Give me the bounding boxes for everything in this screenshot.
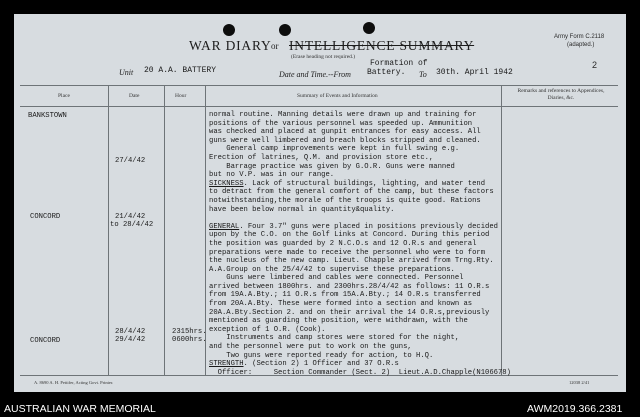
summary-line: Barrage practice was given by G.O.R. Guns were manned [209, 162, 455, 171]
title-war-diary: WAR DIARY [189, 38, 272, 53]
summary-line [209, 214, 511, 223]
column-header-summary: Summary of Events and Information [297, 93, 378, 99]
column-divider [164, 85, 165, 375]
adapted-note: (adapted.) [567, 42, 595, 48]
table-top-rule [20, 85, 618, 86]
place-entry: CONCORD [30, 337, 61, 345]
summary-line: Two guns were reported ready for action, to H.Q. [209, 351, 434, 360]
formation-line-1: Formation of [370, 59, 428, 68]
column-header-place: Place [58, 93, 70, 99]
summary-line: A.A.Group on the 25/4/42 to supervise these preparations. [209, 265, 455, 274]
summary-line: GENERAL. Four 3.7" guns were placed in positions previously decided [209, 222, 498, 231]
erase-note: (Erase heading not required.) [291, 54, 356, 60]
to-value: 30th. April 1942 [436, 68, 513, 77]
column-header-remarks: Remarks and references to Appendices, Diaries, &c. [517, 88, 605, 101]
accession-number: AWM2019.366.2381 [527, 403, 623, 415]
summary-line: Guns were limbered and cables were connected. Personnel [209, 274, 464, 283]
punch-hole [223, 24, 235, 36]
printer-imprint: A. 8690 A. H. Pettifer, Acting Govt. Printer. [34, 380, 114, 385]
column-divider [108, 85, 109, 375]
date-entry: 27/4/42 [115, 157, 146, 165]
summary-line: SICKNESS. Lack of structural buildings, lighting, and water tend [209, 179, 486, 188]
summary-line: the position was guarded by 2 N.C.O.s and 12 O.R.s and general [209, 239, 477, 248]
summary-line: preparations were made to receive the personnel who were to form [209, 248, 486, 257]
date-entry: 28/4/42 [115, 328, 146, 336]
summary-line: STRENGTH. (Section 2) 1 Officer and 37 O.R.s [209, 360, 399, 369]
punch-hole [279, 24, 291, 36]
institution-caption: AUSTRALIAN WAR MEMORIAL [4, 403, 156, 415]
summary-line: Officer: Section Commander (Sect. 2) Lieut.A.D.Chapple(N106678) [209, 368, 511, 377]
summary-line: arrived between 1800hrs. and 2300hrs.28/4/42 as follows: 11 O.R.s [209, 282, 490, 291]
hour-entry: 0600hrs. [172, 336, 207, 344]
summary-line: notwithstanding,the morale of the troops is quite good. Rations [209, 196, 481, 205]
column-header-date: Date [129, 93, 140, 99]
summary-line: General camp improvements were kept in full swing e.g. [209, 145, 460, 154]
summary-line: normal routine. Manning details were drawn up and training for [209, 111, 477, 119]
summary-line: have been below normal in quantity&quality. [209, 205, 395, 214]
place-entry: CONCORD [30, 213, 61, 221]
summary-line: from 19A.A.Bty.; 11 O.R.s from 15A.A.Bty.; 14 O.R.s transferred [209, 291, 481, 300]
summary-line: Erection of latrines, Q.M. and provision store etc., [209, 153, 434, 162]
summary-line: upon by the C.O. on the Golf Links at Concord. During this period [209, 231, 490, 240]
summary-line: positions of the various personnel was speeded up. Ammunition [209, 119, 473, 128]
formation-line-2: Battery. [367, 68, 406, 77]
summary-of-events [209, 111, 511, 377]
page-mark: 2 [592, 60, 598, 70]
summary-line: Instruments and camp stores were stored for the night, [209, 334, 460, 343]
summary-line: to detract from the general comfort of the camp, but these factors [209, 188, 494, 197]
to-label: To [419, 70, 427, 79]
header-bottom-rule [20, 106, 618, 107]
form-code: 12038 2/41 [569, 380, 590, 385]
punch-hole [363, 22, 375, 34]
summary-line: and the personnel were put to work on the guns, [209, 343, 412, 352]
unit-label: Unit [119, 68, 134, 77]
summary-line: exception of 1 O.R. (Cook). [209, 325, 326, 334]
hour-entry: 2315hrs. [172, 328, 207, 336]
place-entry: BANKSTOWN [28, 112, 67, 120]
war-diary-page [14, 14, 626, 392]
summary-line: but no V.P. was in our range. [209, 171, 335, 180]
title-or: or [271, 41, 279, 51]
date-entry: to 28/4/42 [110, 221, 154, 229]
title-intelligence-summary: INTELLIGENCE SUMMARY [289, 38, 475, 53]
date-time-from-label: Date and Time.--From [279, 70, 351, 79]
date-entry: 21/4/42 [115, 213, 146, 221]
summary-line: was checked and placed at gunpit entrances for easy access. All [209, 128, 481, 137]
summary-line: 20A.A.Bty.Section 2. and on their arrival the 14 O.R.s,previously [209, 308, 490, 317]
summary-line: the nucleus of the new camp. Lieut. Chapple arrived from Trng.Rty. [209, 257, 494, 266]
column-header-hour: Hour [175, 93, 187, 99]
summary-line: from 20A.A.Bty. These were formed into a section and known as [209, 300, 473, 309]
date-entry: 29/4/42 [115, 336, 146, 344]
unit-value: 20 A.A. BATTERY [144, 66, 217, 75]
summary-line: mentioned as guarding the position, were withdrawn, with the [209, 317, 468, 326]
summary-line: guns were well limbered and breach blocks stripped and cleaned. [209, 136, 481, 145]
army-form-number: Army Form C.2118 [554, 34, 605, 40]
